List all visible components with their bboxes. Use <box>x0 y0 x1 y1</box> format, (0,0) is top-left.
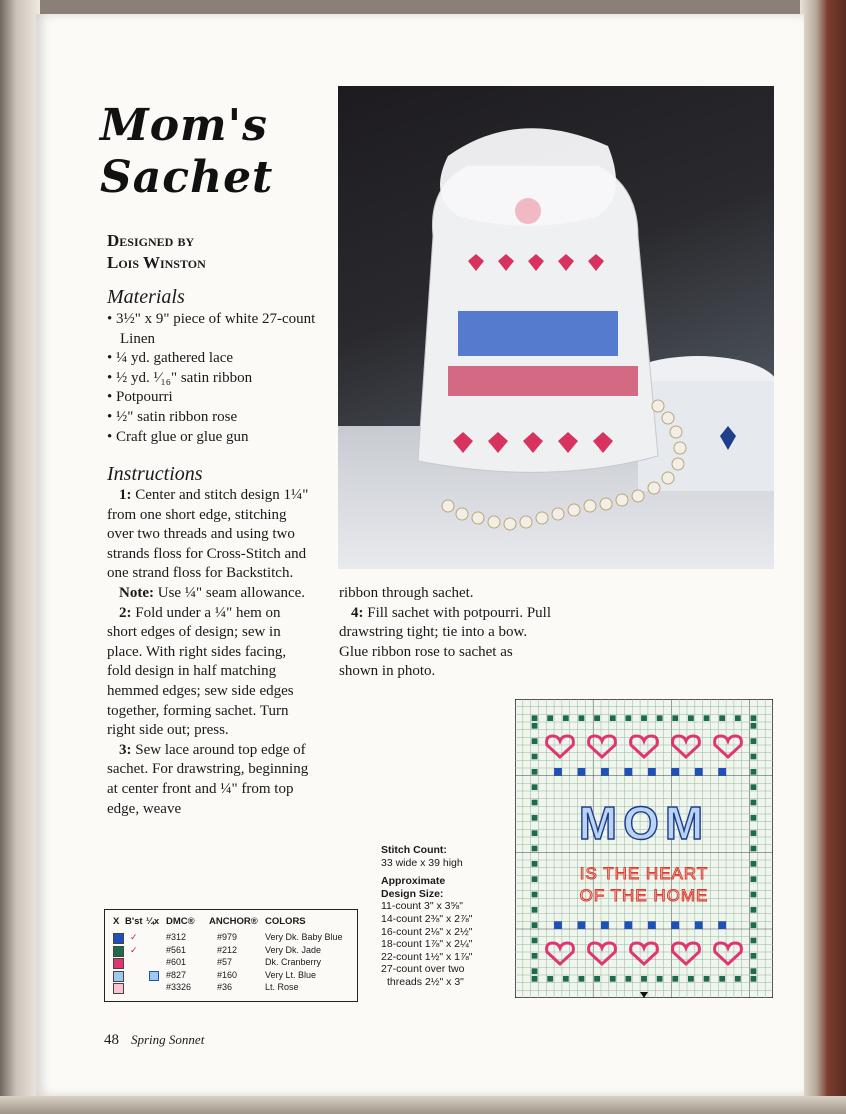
dmc-number: #601 <box>166 957 187 967</box>
design-size-label-2: Design Size: <box>381 887 444 900</box>
materials-item: • ½ yd. ¹⁄₁₆" satin ribbon <box>107 369 253 386</box>
color-swatch <box>113 933 124 944</box>
legend-header-dmc: DMC® <box>166 916 195 927</box>
design-size-2: 16-count 2⅛" x 2½" <box>381 925 473 938</box>
cross-stitch-chart <box>515 699 773 998</box>
design-size-4: 22-count 1½" x 1⅞" <box>381 950 473 963</box>
materials-heading: Materials <box>107 286 185 308</box>
page-number: 48 <box>104 1032 119 1048</box>
page-title <box>100 100 273 204</box>
legend-header-quarter: ¼x <box>146 916 160 927</box>
legend-row <box>113 945 353 956</box>
stitch-count-label: Stitch Count: <box>381 844 447 856</box>
materials-item: • Craft glue or glue gun <box>107 428 249 445</box>
design-size-1: 14-count 2⅜" x 2⅞" <box>381 912 473 925</box>
materials-item: • 3½" x 9" piece of white 27-count Linen <box>107 311 316 347</box>
step-1: 1: Center and stitch design 1¼" from one short edge, stitching over two threads and using two strands floss for Cross-Stitch and one strand floss for Backstitch. <box>107 487 309 582</box>
color-swatch <box>113 983 124 994</box>
backstitch-mark: ✓ <box>130 944 138 955</box>
dmc-number: #561 <box>166 944 187 955</box>
anchor-number: #57 <box>217 957 233 967</box>
color-swatch <box>113 958 124 969</box>
designer-byline <box>107 230 206 274</box>
design-size-3: 18-count 1⅞" x 2¼" <box>381 938 473 951</box>
backstitch-mark: ✓ <box>130 932 138 942</box>
stitch-count-value: 33 wide x 39 high <box>381 856 463 869</box>
legend-row <box>113 957 353 968</box>
stitch-info <box>381 844 506 989</box>
quarter-stitch-box <box>149 971 159 981</box>
legend-row <box>113 982 353 993</box>
chart-text-mom: MOM <box>578 797 710 849</box>
design-size-label-1: Approximate <box>381 875 446 888</box>
step-4: 4: Fill sachet with potpourri. Pull drawstring tight; tie into a bow. Glue ribbon rose to sachet as shown in photo. <box>339 604 551 680</box>
byline-line-2: Lois Winston <box>107 253 206 272</box>
materials-list <box>107 310 327 447</box>
anchor-number: #979 <box>217 932 238 942</box>
design-size-6: threads 2½" x 3" <box>387 975 464 988</box>
color-name: Very Dk. Jade <box>265 944 322 955</box>
legend-row <box>113 932 353 943</box>
book-title: Spring Sonnet <box>131 1032 205 1047</box>
anchor-number: #212 <box>217 944 238 955</box>
sachet-photo-illustration <box>338 86 774 569</box>
instructions-column-right <box>339 584 554 682</box>
chart-text-line-2: OF THE HOME <box>579 886 709 905</box>
legend-header-backstitch: B'st <box>125 916 143 927</box>
note: Note: Use ¼" seam allowance. <box>119 584 306 601</box>
dmc-number: #3326 <box>166 982 192 992</box>
dmc-number: #312 <box>166 932 187 942</box>
color-swatch <box>113 946 124 957</box>
step-3: 3: Sew lace around top edge of sachet. For drawstring, beginning at center front and ¼" from top edge, weave <box>107 741 309 817</box>
step-3-continued: ribbon through sachet. <box>339 585 474 601</box>
color-swatch <box>113 971 124 982</box>
materials-item: • ½" satin ribbon rose <box>107 408 238 425</box>
book-binding-left <box>0 0 40 1114</box>
step-2: 2: Fold under a ¼" hem on short edges of design; sew in place. With right sides facing, fold design in half matching hemmed edges; sew side edges together, forming sachet. Turn right side out; press. <box>107 604 294 739</box>
color-name: Lt. Rose <box>265 982 299 992</box>
book-cover-edge-right <box>800 0 846 1114</box>
byline-line-1: Designed by <box>107 231 195 250</box>
dmc-number: #827 <box>166 969 187 980</box>
design-size-5: 27-count over two <box>381 963 465 976</box>
floss-color-key <box>104 909 358 1002</box>
chart-text-line-1: IS THE HEART <box>579 864 709 883</box>
title-line-2: Sachet <box>100 152 274 203</box>
color-name: Dk. Cranberry <box>265 957 322 967</box>
title-line-1: Mom's <box>100 100 268 151</box>
legend-header-colors: COLORS <box>265 916 306 927</box>
page-footer <box>104 1032 204 1049</box>
materials-item: • ¼ yd. gathered lace <box>107 350 234 367</box>
instructions-column-left <box>107 486 312 819</box>
color-name: Very Dk. Baby Blue <box>265 932 343 942</box>
legend-header-anchor: ANCHOR® <box>209 916 258 927</box>
legend-header-x: X <box>113 916 120 927</box>
design-size-0: 11-count 3" x 3⅝" <box>381 900 463 913</box>
instructions-heading: Instructions <box>107 463 203 485</box>
materials-item: • Potpourri <box>107 389 173 406</box>
book-bottom-edge <box>0 1096 846 1114</box>
color-name: Very Lt. Blue <box>265 969 317 980</box>
anchor-number: #36 <box>217 982 233 992</box>
sachet-photo <box>338 86 774 569</box>
anchor-number: #160 <box>217 969 238 980</box>
